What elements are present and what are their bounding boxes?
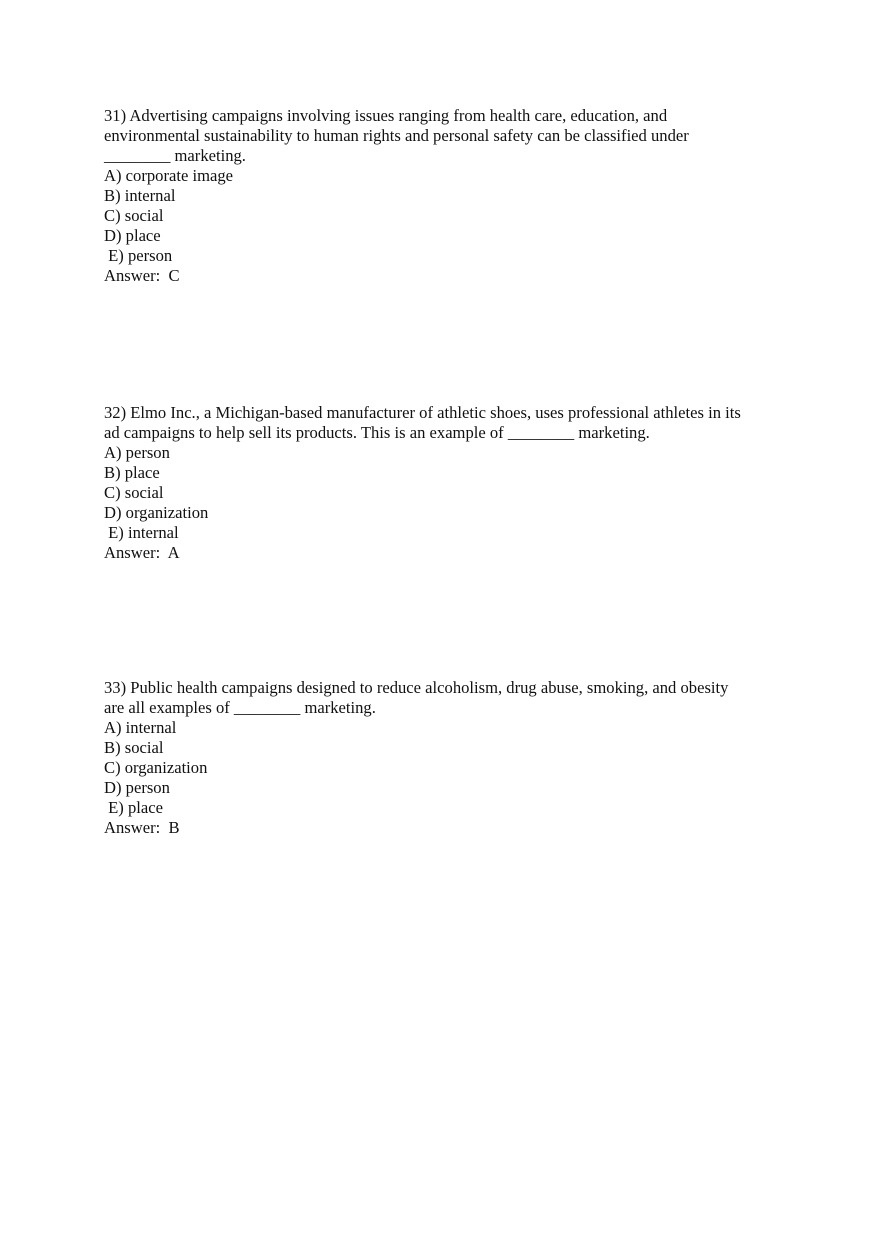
question-stem-line: environmental sustainability to human rights and personal safety can be classified under xyxy=(104,126,689,145)
question-stem-line: 33) Public health campaigns designed to reduce alcoholism, drug abuse, smoking, and obesity xyxy=(104,678,729,697)
question-stem-line: are all examples of ________ marketing. xyxy=(104,698,376,717)
answer-option-c: C) social xyxy=(104,206,164,225)
question-31 xyxy=(104,106,784,286)
answer-option-d: D) organization xyxy=(104,503,209,522)
question-stem-line: ad campaigns to help sell its products. This is an example of ________ marketing. xyxy=(104,423,650,442)
answer-option-e: E) place xyxy=(104,798,163,817)
answer-option-b: B) internal xyxy=(104,186,176,205)
answer-option-c: C) social xyxy=(104,483,164,502)
question-32 xyxy=(104,403,784,563)
answer-option-d: D) place xyxy=(104,226,161,245)
question-stem-line: ________ marketing. xyxy=(104,146,246,165)
answer-option-b: B) place xyxy=(104,463,160,482)
correct-answer: Answer: C xyxy=(104,266,180,285)
answer-option-c: C) organization xyxy=(104,758,208,777)
answer-option-e: E) person xyxy=(104,246,173,265)
answer-option-d: D) person xyxy=(104,778,170,797)
question-stem-line: 32) Elmo Inc., a Michigan-based manufacturer of athletic shoes, uses professional athletes in its xyxy=(104,403,741,422)
answer-option-e: E) internal xyxy=(104,523,179,542)
answer-option-a: A) corporate image xyxy=(104,166,233,185)
answer-option-b: B) social xyxy=(104,738,164,757)
question-33 xyxy=(104,678,784,838)
question-stem-line: 31) Advertising campaigns involving issues ranging from health care, education, and xyxy=(104,106,668,125)
correct-answer: Answer: A xyxy=(104,543,180,562)
correct-answer: Answer: B xyxy=(104,818,180,837)
answer-option-a: A) internal xyxy=(104,718,177,737)
answer-option-a: A) person xyxy=(104,443,170,462)
